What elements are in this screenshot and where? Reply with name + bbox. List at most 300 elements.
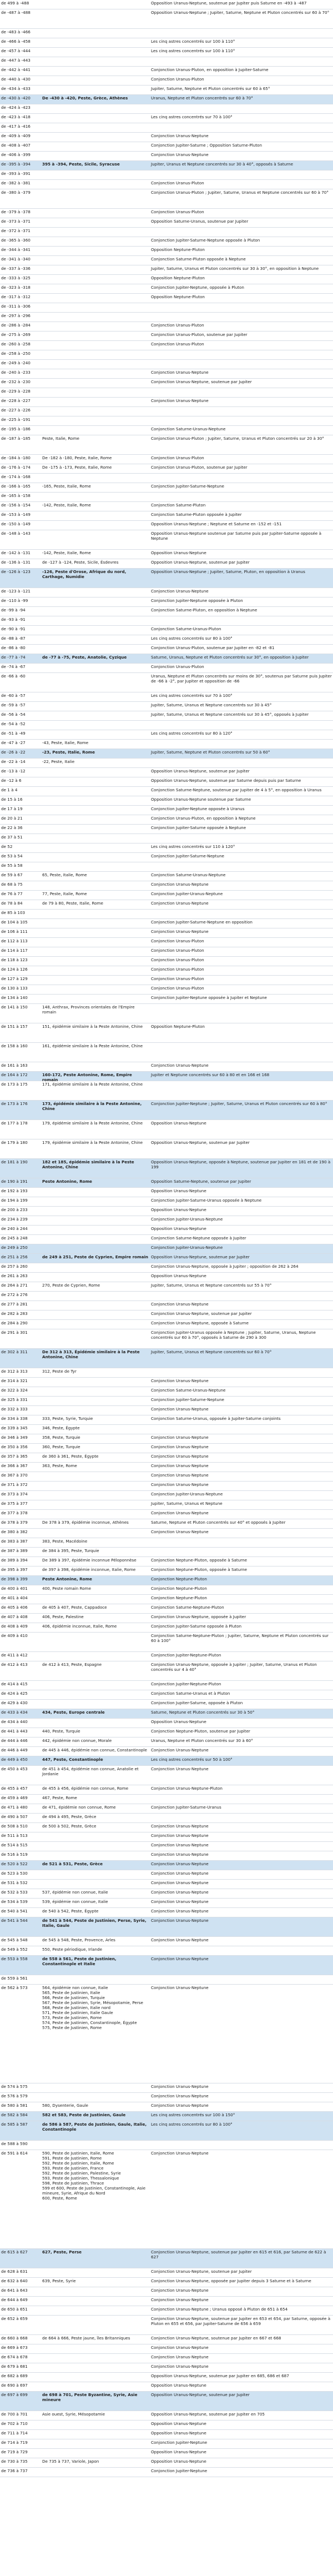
configuration-cell: Opposition Neptune-Pluton [151, 247, 205, 252]
date-range-cell: de 59 à 67 [1, 872, 23, 877]
table-row [0, 388, 333, 398]
table-row [0, 1538, 333, 1548]
table-row [0, 464, 333, 474]
event-cell: 77, Peste, Italie, Rome [42, 891, 87, 896]
configuration-cell: Conjonction Uranus-Neptune, soutenue par Jupiter [151, 379, 252, 384]
table-row [0, 511, 333, 521]
table-row [0, 95, 333, 104]
configuration-cell: Conjonction Jupiter-Saturne-Neptune [151, 853, 224, 858]
configuration-cell: Opposition Uranus-Neptune [151, 2383, 206, 2388]
configuration-cell: Conjonction Jupiter-Uranus-Neptune [151, 891, 223, 896]
date-range-cell: de 141 à 150 [1, 1005, 28, 1010]
event-cell: -23, Peste, Italie, Rome [42, 750, 95, 755]
configuration-cell: Conjonction Uranus-Neptune [151, 1842, 209, 1847]
date-range-cell: de -393 à -391 [1, 171, 31, 176]
date-range-cell: de 690 à 697 [1, 2383, 28, 2388]
date-range-cell: de 164 à 172 [1, 1072, 28, 1077]
table-row [0, 1415, 333, 1425]
table-row [0, 2382, 333, 2392]
configuration-cell: Les cinq astres concentrés sur 70 à 100° [151, 114, 233, 119]
date-range-cell: de 628 à 631 [1, 2269, 28, 2274]
event-cell: 358, Peste, Turquie [42, 1435, 80, 1440]
event-cell: de 384 à 395, Peste, Turquie [42, 1548, 99, 1553]
event-cell: 179, épidémie similaire à la Peste Antonine, Chine [42, 1140, 143, 1145]
event-cell: 179, épidémie similaire à la Peste Antonine, Chine [42, 1121, 143, 1126]
event-cell: 406, Peste, Palestine [42, 1614, 84, 1619]
table-row [0, 1120, 333, 1139]
configuration-cell: Conjonction Neptune-Pluton [151, 1595, 207, 1600]
event-cell [41, 947, 150, 956]
event-cell [41, 407, 150, 416]
table-row [0, 407, 333, 416]
table-row [0, 502, 333, 511]
configuration-cell: Jupiter, Uranus et Neptune concentrés sur 30 à 40°, opposés à Saturne [151, 162, 294, 167]
event-cell [41, 1310, 150, 1319]
table-row [0, 1908, 333, 1917]
table-row [0, 1197, 333, 1207]
date-range-cell: de 68 à 75 [1, 882, 23, 887]
date-range-cell: de 380 à 382 [1, 1529, 28, 1534]
table-row [0, 341, 333, 350]
table-row [0, 919, 333, 928]
event-cell: de 455 à 456, épidémie non connue, Rome [42, 1786, 129, 1791]
date-range-cell: de -408 à -407 [1, 143, 31, 148]
configuration-cell: Conjonction Uranus-Neptune [151, 1435, 209, 1440]
event-cell: de -77 à -75, Peste, Anatolie, Cyzique [42, 655, 127, 660]
event-cell [41, 256, 150, 265]
configuration-cell: Les cinq astres concentrés sur 100 à 110° [151, 39, 235, 44]
event-cell: 564, épidémie non connue, Italie 565, Peste de Justinien, Italie 566, Peste de Justinien, Turquie 567, Peste de Justinien, Syrie, Mésopotamie, Perse 568, Peste de Justinien, Italie nord 571, Peste de Justinien, Italie Gaule 573, Peste de Justinien, Rome 574, Peste de Justinien, Constantinople, Égypte 575, Peste de Justinien, Rome [42, 1985, 143, 2030]
event-cell [41, 1529, 150, 1538]
table-row [0, 1207, 333, 1216]
configuration-cell: Conjonction Uranus-Neptune [151, 1378, 209, 1383]
event-cell [41, 180, 150, 189]
date-range-cell: de 118 à 123 [1, 957, 28, 962]
date-range-cell: de 389 à 394 [1, 1558, 28, 1563]
configuration-cell: Conjonction Uranus-Neptune [151, 2297, 209, 2302]
event-cell [41, 1719, 150, 1728]
date-range-cell: de 200 à 233 [1, 1207, 28, 1212]
table-row [0, 702, 333, 711]
table-row [0, 947, 333, 957]
configuration-cell [150, 350, 333, 359]
table-row [0, 862, 333, 872]
table-row [0, 1917, 333, 1937]
date-range-cell: de 179 à 180 [1, 1140, 28, 1145]
table-row [0, 597, 333, 607]
event-cell: 383, Peste, Macédoine [42, 1539, 88, 1544]
event-cell [41, 825, 150, 833]
table-row [0, 1434, 333, 1444]
configuration-cell: Conjonction Uranus-Neptune [151, 2354, 209, 2359]
configuration-cell: Opposition Uranus-Neptune, soutenue par Jupiter [151, 1140, 250, 1145]
configuration-cell: Jupiter, Saturne, Uranus et Neptune [151, 1501, 223, 1506]
table-row [0, 1652, 333, 1661]
configuration-cell: Les cinq astres concentrés sur 80 à 120° [151, 731, 233, 736]
date-range-cell: de -424 à -423 [1, 105, 31, 110]
table-row [0, 29, 333, 38]
event-cell [41, 511, 150, 520]
table-row [0, 2141, 333, 2150]
date-range-cell: de 151 à 157 [1, 1024, 28, 1029]
table-row [0, 1756, 333, 1766]
table-row [0, 730, 333, 740]
table-row [0, 1235, 333, 1244]
table-row [0, 67, 333, 76]
date-range-cell: de -90 à -91 [1, 626, 26, 631]
date-range-cell: de 405 à 406 [1, 1605, 28, 1610]
event-cell [41, 104, 150, 113]
date-range-cell: de 339 à 345 [1, 1425, 28, 1430]
date-range-cell: de 511 à 513 [1, 1833, 28, 1838]
configuration-cell: Conjonction Uranus-Neptune [151, 882, 209, 887]
table-row [0, 2421, 333, 2430]
event-cell [41, 2373, 150, 2382]
event-cell [41, 1633, 150, 1651]
configuration-cell: Conjonction Saturne-Neptune opposée à Jupiter [151, 1236, 246, 1241]
date-range-cell: de 130 à 133 [1, 986, 28, 991]
date-range-cell: de 291 à 301 [1, 1330, 28, 1335]
configuration-cell: Conjonction Uranus-Neptune [151, 152, 209, 157]
table-row [0, 265, 333, 275]
configuration-cell: Conjonction Jupiter-Saturne, opposée à Pluton [151, 1700, 243, 1705]
configuration-cell: Conjonction Jupiter-Saturne ; Opposition Saturne-Pluton [151, 143, 262, 148]
configuration-cell: Conjonction Uranus-Neptune [151, 1852, 209, 1857]
configuration-cell: Conjonction Jupiter-Saturne-Neptune [151, 484, 224, 489]
event-cell: De 378 à 379, épidémie inconnue, Athènes [42, 1520, 129, 1525]
configuration-cell: Conjonction Uranus-Pluton, soutenue par Jupiter [151, 465, 248, 470]
configuration-cell [150, 493, 333, 501]
date-range-cell: de -60 à -57 [1, 693, 26, 698]
date-range-cell: de -409 à -409 [1, 133, 31, 138]
configuration-cell [150, 123, 333, 132]
date-range-cell: de 508 à 510 [1, 1824, 28, 1829]
configuration-cell: Conjonction Uranus-Neptune, opposée à Jupiter [151, 1614, 246, 1619]
date-range-cell: de 398 à 399 [1, 1576, 28, 1581]
configuration-cell: Conjonction Uranus-Pluton [151, 323, 204, 328]
configuration-cell: Opposition Uranus-Neptune [151, 550, 206, 555]
table-row [0, 910, 333, 919]
configuration-cell: Opposition Uranus-Neptune, soutenue par Jupiter [151, 560, 250, 565]
configuration-cell [150, 416, 333, 425]
configuration-cell: Conjonction Uranus-Neptune [151, 1909, 209, 1914]
date-range-cell: de 1 à 4 [1, 787, 18, 792]
date-range-cell: de 251 à 256 [1, 1254, 28, 1259]
event-cell [41, 1851, 150, 1860]
table-row [0, 57, 333, 67]
event-cell: 346, Peste, Égypte [42, 1425, 80, 1430]
configuration-cell: Opposition Uranus-Neptune [151, 2459, 206, 2464]
event-cell: Peste, Italie, Rome [42, 436, 79, 441]
date-range-cell: de -372 à -371 [1, 228, 31, 233]
table-row [0, 843, 333, 853]
event-cell [41, 303, 150, 312]
table-row [0, 796, 333, 806]
event-cell [41, 332, 150, 340]
date-range-cell: de -457 à -444 [1, 48, 31, 53]
table-row [0, 1510, 333, 1519]
table-row [0, 1585, 333, 1595]
date-range-cell: de 412 à 413 [1, 1662, 28, 1667]
event-cell: de 541 à 544, Peste de Justinien, Perse, Syrie, Italie, Gaule [42, 1918, 148, 1928]
table-row [0, 1861, 333, 1870]
event-cell [41, 2382, 150, 2391]
date-range-cell: de -54 à -52 [1, 721, 26, 726]
configuration-cell: Conjonction Jupiter-Uranus-Neptune [151, 1245, 223, 1250]
event-cell: Peste Antonine, Rome [42, 1179, 92, 1184]
date-range-cell: de -442 à -441 [1, 67, 31, 72]
event-cell: 395 à -394, Peste, Sicile, Syracuse [42, 162, 120, 167]
configuration-cell: Conjonction Uranus-Neptune [151, 1861, 209, 1866]
configuration-cell: Jupiter, Saturne, Uranus et Neptune concentrés sur 55 à 70° [151, 1283, 272, 1288]
event-cell [41, 1681, 150, 1690]
date-range-cell: de -447 à -443 [1, 58, 31, 63]
configuration-cell [150, 1975, 333, 1984]
configuration-cell: Conjonction Uranus-Pluton [151, 976, 204, 981]
event-cell [41, 777, 150, 786]
configuration-cell: Conjonction Uranus-Pluton ; Jupiter, Saturne, Uranus et Neptune concentrés sur 60 à 70° [151, 190, 329, 195]
event-cell: de 521 à 531, Peste, Grèce [42, 1861, 103, 1866]
date-range-cell: de 679 à 681 [1, 2364, 28, 2369]
configuration-cell [150, 104, 333, 113]
configuration-cell: Conjonction Jupiter-Neptune opposée à Jupiter et Neptune [151, 995, 267, 1000]
date-range-cell: de -341 à -340 [1, 257, 31, 262]
configuration-cell: Conjonction Uranus-Pluton, en opposition à Jupiter-Saturne [151, 67, 269, 72]
table-row [0, 853, 333, 862]
date-range-cell: de 408 à 409 [1, 1624, 28, 1629]
table-row [0, 48, 333, 57]
configuration-cell [150, 1081, 333, 1100]
configuration-cell: Conjonction Uranus-Neptune [151, 2103, 209, 2108]
event-cell [41, 910, 150, 918]
event-cell [41, 2439, 150, 2448]
table-row [0, 768, 333, 777]
date-range-cell: de 383 à 387 [1, 1539, 28, 1544]
date-range-cell: de -227 à -226 [1, 408, 31, 413]
date-range-cell: de -66 à -60 [1, 674, 26, 679]
configuration-cell [150, 2141, 333, 2150]
event-cell [41, 721, 150, 730]
table-row [0, 1292, 333, 1301]
date-range-cell: de -150 à -149 [1, 521, 31, 526]
event-cell [41, 1387, 150, 1396]
date-range-cell: de 367 à 370 [1, 1473, 28, 1478]
table-row [0, 1320, 333, 1329]
table-row [0, 1349, 333, 1368]
configuration-cell: Conjonction Uranus-Neptune, soutenue par Jupiter en 667 et 668 [151, 2336, 281, 2341]
date-range-cell: de -417 à -416 [1, 124, 31, 129]
table-row [0, 1785, 333, 1795]
table-row [0, 673, 333, 692]
date-range-cell: de 245 à 248 [1, 1236, 28, 1241]
table-row [0, 928, 333, 938]
configuration-cell: Conjonction Uranus-Neptune [151, 1407, 209, 1412]
configuration-cell [150, 388, 333, 397]
table-row [0, 209, 333, 218]
event-cell [41, 1062, 150, 1071]
event-cell [41, 1482, 150, 1490]
table-row [0, 1310, 333, 1320]
date-range-cell: de 114 à 117 [1, 948, 28, 953]
event-cell: 360, Peste, Turquie [42, 1444, 80, 1449]
table-row [0, 806, 333, 815]
configuration-cell: Opposition Uranus-Neptune ; Jupiter, Saturne, Neptune et Pluton concentrés sur 60 à 70° [151, 10, 330, 15]
event-cell [41, 1263, 150, 1272]
event-cell [41, 787, 150, 796]
event-cell [41, 275, 150, 284]
event-cell [41, 247, 150, 255]
event-cell [41, 1273, 150, 1282]
configuration-cell: Opposition Uranus-Neptune, soutenue par Jupiter [151, 769, 250, 774]
event-cell: 434, Peste, Europe centrale [42, 1710, 105, 1715]
event-cell [41, 379, 150, 388]
date-range-cell: de -148 à -143 [1, 531, 31, 536]
date-range-cell: de 409 à 410 [1, 1633, 28, 1638]
table-row [0, 588, 333, 597]
event-cell [41, 834, 150, 843]
date-range-cell: de 161 à 163 [1, 1063, 28, 1068]
date-range-cell: de 411 à 412 [1, 1653, 28, 1658]
configuration-cell: Conjonction Uranus-Neptune [151, 1482, 209, 1487]
event-cell [41, 142, 150, 151]
table-row [0, 881, 333, 891]
date-range-cell: de 441 à 443 [1, 1729, 28, 1734]
table-row [0, 1747, 333, 1756]
table-row [0, 1482, 333, 1491]
event-cell: 582 et 583, Peste de Justinien, Gaule [42, 2112, 126, 2117]
table-row [0, 1301, 333, 1310]
date-range-cell: de 240 à 244 [1, 1226, 28, 1231]
event-cell [41, 369, 150, 378]
table-row [0, 1975, 333, 1985]
table-row [0, 957, 333, 966]
table-row [0, 322, 333, 332]
event-cell [41, 1500, 150, 1509]
event-cell [41, 881, 150, 890]
table-row [0, 1072, 333, 1081]
table-row [0, 759, 333, 768]
event-cell [41, 398, 150, 406]
configuration-cell: Conjonction Uranus-Neptune [151, 929, 209, 934]
configuration-cell: Conjonction Saturne-Uranus-Neptune [151, 872, 226, 877]
date-range-cell: de 549 à 552 [1, 1947, 28, 1952]
configuration-cell: Conjonction Uranus-Neptune [151, 2151, 209, 2156]
configuration-cell: Uranus, Neptune et Pluton concentrés sur 30 à 60° [151, 1738, 253, 1743]
table-row [0, 2278, 333, 2287]
event-cell: de 586 à 587, Peste de Justinien, Gaule, Italie, Constantinople [42, 2122, 148, 2132]
event-cell [41, 133, 150, 142]
configuration-cell [150, 313, 333, 322]
table-row [0, 161, 333, 170]
date-range-cell: de -260 à -258 [1, 342, 31, 347]
event-cell [41, 86, 150, 94]
table-row [0, 1453, 333, 1463]
configuration-cell: Conjonction Uranus-Neptune [151, 133, 209, 138]
date-range-cell: de -423 à -418 [1, 114, 31, 119]
date-range-cell: de 562 à 573 [1, 1985, 28, 1990]
date-range-cell: de -440 à -430 [1, 77, 31, 82]
configuration-cell [150, 407, 333, 416]
event-cell: 65, Peste, Italie, Rome [42, 872, 87, 877]
configuration-cell: Jupiter, Saturne, Uranus et Neptune concentrés sur 30 à 45° [151, 702, 272, 707]
table-row [0, 1690, 333, 1700]
date-range-cell: de 387 à 389 [1, 1548, 28, 1553]
configuration-cell: Conjonction Uranus-Pluton, soutenue par Jupiter [151, 332, 248, 337]
date-range-cell: de -86 à -80 [1, 645, 26, 650]
configuration-cell: Conjonction Uranus-Neptune [151, 1444, 209, 1449]
event-cell: de 451 à 454, épidémie non connue, Anatolie et Jordanie [42, 1766, 140, 1776]
date-range-cell: de 444 à 446 [1, 1738, 28, 1743]
configuration-cell: Opposition Neptune-Pluton [151, 294, 205, 299]
configuration-cell [150, 57, 333, 66]
event-cell [41, 0, 150, 9]
date-range-cell: de 76 à 77 [1, 891, 23, 896]
configuration-cell: Conjonction Uranus-Neptune, opposée par Jupiter depuis 3 Saturne et à Saturne [151, 2278, 311, 2283]
table-row [0, 189, 333, 209]
date-range-cell: de 434 à 440 [1, 1719, 28, 1724]
date-range-cell: de 615 à 627 [1, 2249, 28, 2254]
date-range-cell: de -466 à -458 [1, 39, 31, 44]
event-cell [41, 702, 150, 711]
configuration-cell: Conjonction Jupiter-Uranus opposée à Neptune ; Jupiter, Saturne, Uranus, Neptune concentrés sur 60 à 70°, opposés à Saturne de 290 à 300 [151, 1330, 317, 1340]
table-row [0, 1709, 333, 1719]
event-cell: De 389 à 397, épidémie inconnue Péloponnèse [42, 1558, 137, 1563]
configuration-cell: Opposition Uranus-Neptune [151, 1719, 206, 1724]
table-row [0, 1472, 333, 1482]
event-cell [41, 57, 150, 66]
event-cell: 151, épidémie similaire à la Peste Antonine, Chine [42, 1024, 143, 1029]
table-row [0, 872, 333, 881]
table-row [0, 1216, 333, 1226]
table-row [0, 995, 333, 1004]
table-row [0, 1595, 333, 1604]
configuration-cell: Conjonction Saturne-Pluton opposée à Jupiter [151, 512, 242, 517]
event-cell [41, 341, 150, 350]
table-row [0, 2297, 333, 2306]
table-row [0, 275, 333, 284]
configuration-cell: Conjonction Uranus-Pluton [151, 986, 204, 991]
configuration-cell [150, 1946, 333, 1955]
event-cell [41, 1226, 150, 1234]
event-cell [41, 530, 150, 549]
event-cell [41, 388, 150, 397]
event-cell [41, 995, 150, 1003]
date-range-cell: de 730 à 735 [1, 2459, 28, 2464]
configuration-cell: Conjonction Uranus-Neptune [151, 1473, 209, 1478]
table-row [0, 1814, 333, 1823]
event-cell [41, 711, 150, 720]
event-cell: 442, épidémie non connue, Morale [42, 1738, 112, 1743]
event-cell [41, 1406, 150, 1415]
date-range-cell: de -380 à -379 [1, 190, 31, 195]
date-range-cell: de -232 à -230 [1, 379, 31, 384]
date-range-cell: de 194 à 199 [1, 1198, 28, 1203]
configuration-cell: Saturne, Neptune et Pluton concentrés sur 40° et opposés à Jupiter [151, 1520, 286, 1525]
event-cell: de 397 à 398, épidémie inconnue, Italie, Rome [42, 1567, 136, 1572]
table-row [0, 2354, 333, 2363]
configuration-cell: Conjonction Saturne-Neptune, soutenue par Jupiter de 4 à 5°, en opposition à Uranus [151, 787, 322, 792]
date-range-cell: de 534 à 539 [1, 1899, 28, 1904]
date-range-cell: de -22 à -14 [1, 759, 26, 764]
event-cell [41, 1301, 150, 1310]
event-cell: de 500 à 502, Peste, Grèce [42, 1824, 97, 1829]
event-cell: De -175 à -173, Peste, Italie, Rome [42, 465, 112, 470]
table-row [0, 1329, 333, 1349]
table-row [0, 1378, 333, 1387]
configuration-cell: Conjonction Uranus-Pluton [151, 180, 204, 185]
date-range-cell: de 17 à 19 [1, 806, 23, 811]
configuration-cell: Conjonction Uranus-Neptune [151, 398, 209, 403]
